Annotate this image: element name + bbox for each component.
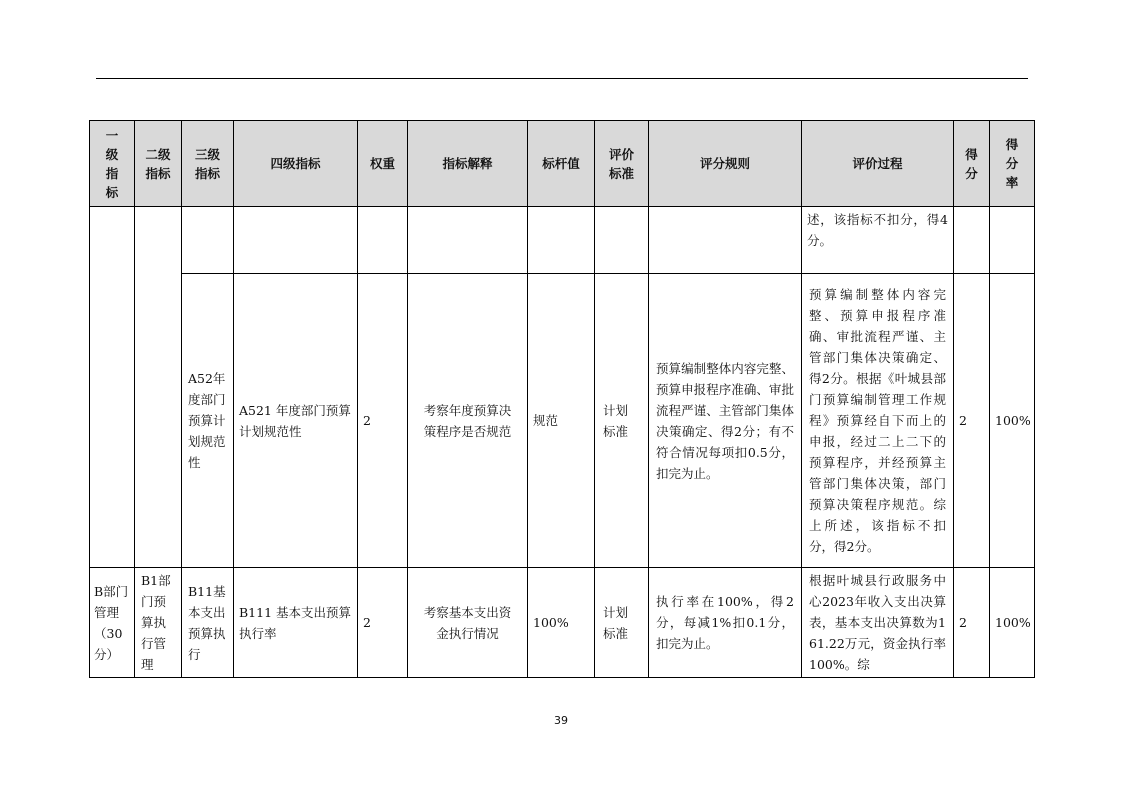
cell-rule-empty xyxy=(649,207,802,274)
cell-process: 根据叶城县行政服务中心2023年收入支出决算表，基本支出决算数为161.22万元，资金执行率100%。综 xyxy=(802,568,954,678)
header-level2: 二级指标 xyxy=(135,121,182,207)
cell-benchmark-empty xyxy=(528,207,595,274)
cell-level4: A521 年度部门预算计划规范性 xyxy=(234,274,358,568)
cell-standard: 计划标准 xyxy=(595,274,649,568)
table-row xyxy=(90,274,1035,568)
cell-level3: B11基本支出预算执行 xyxy=(182,568,234,678)
cell-level2: B1部门预算执行管理 xyxy=(135,568,182,678)
header-level3: 三级指标 xyxy=(182,121,234,207)
header-level4: 四级指标 xyxy=(234,121,358,207)
table-header-row xyxy=(90,121,1035,207)
header-standard: 评价标准 xyxy=(595,121,649,207)
evaluation-table xyxy=(89,120,1035,678)
cell-level1-empty xyxy=(90,207,135,568)
cell-weight: 2 xyxy=(358,274,408,568)
cell-standard: 计划标准 xyxy=(595,568,649,678)
header-level1: 一级指标 xyxy=(90,121,135,207)
cell-rule: 预算编制整体内容完整、预算申报程序准确、审批流程严谨、主管部门集体决策确定、得2分；有不符合情况每项扣0.5分，扣完为止。 xyxy=(649,274,802,568)
header-weight: 权重 xyxy=(358,121,408,207)
cell-score: 2 xyxy=(954,274,990,568)
cell-score-empty xyxy=(954,207,990,274)
cell-explain-empty xyxy=(408,207,528,274)
cell-weight-empty xyxy=(358,207,408,274)
cell-score-rate: 100% xyxy=(990,568,1035,678)
header-rule xyxy=(96,78,1028,79)
cell-level1: B部门管理（30分） xyxy=(90,568,135,678)
header-explanation: 指标解释 xyxy=(408,121,528,207)
header-benchmark: 标杆值 xyxy=(528,121,595,207)
header-rule: 评分规则 xyxy=(649,121,802,207)
cell-explanation: 考察基本支出资金执行情况 xyxy=(408,568,528,678)
page-number: 39 xyxy=(554,714,568,727)
cell-explanation: 考察年度预算决策程序是否规范 xyxy=(408,274,528,568)
header-score: 得分 xyxy=(954,121,990,207)
cell-rate-empty xyxy=(990,207,1035,274)
cell-level4: B111 基本支出预算执行率 xyxy=(234,568,358,678)
cell-standard-empty xyxy=(595,207,649,274)
header-process: 评价过程 xyxy=(802,121,954,207)
cell-rule: 执行率在100%，得2分，每减1%扣0.1分，扣完为止。 xyxy=(649,568,802,678)
table-row xyxy=(90,207,1035,274)
cell-level3-empty xyxy=(182,207,234,274)
cell-level4-empty xyxy=(234,207,358,274)
cell-benchmark: 100% xyxy=(528,568,595,678)
cell-process: 述，该指标不扣分，得4分。 xyxy=(802,207,954,274)
cell-benchmark: 规范 xyxy=(528,274,595,568)
header-score-rate: 得分率 xyxy=(990,121,1035,207)
cell-process: 预算编制整体内容完整、预算申报程序准确、审批流程严谨、主管部门集体决策确定、得2分。根据《叶城县部门预算编制管理工作规程》预算经自下而上的申报，经过二上二下的预算程序，并经预算主管部门集体决策，部门预算决策程序规范。综上所述，该指标不扣分，得2分。 xyxy=(802,274,954,568)
cell-score: 2 xyxy=(954,568,990,678)
table-row xyxy=(90,568,1035,678)
cell-score-rate: 100% xyxy=(990,274,1035,568)
cell-level2-empty xyxy=(135,207,182,568)
cell-weight: 2 xyxy=(358,568,408,678)
cell-level3: A52年度部门预算计划规范性 xyxy=(182,274,234,568)
